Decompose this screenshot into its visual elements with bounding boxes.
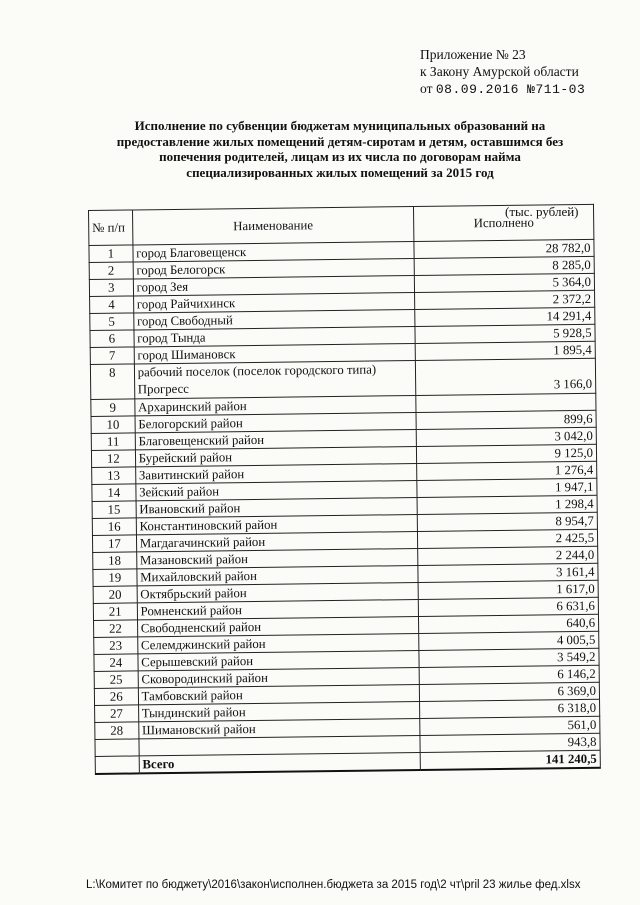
row-number: 14 (92, 484, 136, 502)
row-value: 2 244,0 (418, 546, 598, 565)
row-number: 17 (92, 535, 136, 553)
header-num: № п/п (89, 210, 133, 246)
row-name: Архаринский район (134, 396, 416, 416)
header-value: Исполнено (414, 204, 594, 241)
row-number: 3 (89, 279, 133, 297)
total-label: Всего (139, 752, 421, 773)
row-value: 3 161,4 (418, 563, 598, 582)
row-number: 1 (89, 245, 133, 263)
row-value: 640,6 (419, 614, 599, 633)
row-number: 4 (90, 296, 134, 314)
row-number: 13 (92, 467, 136, 485)
row-value: 3 549,2 (419, 648, 599, 667)
row-value: 5 364,0 (414, 273, 594, 292)
row-value: 14 291,4 (415, 307, 595, 326)
row-name: Тындинский район (138, 701, 420, 721)
file-path-footer: L:\Комитет по бюджету\2016\закон\исполнен.бюджета за 2015 год\2 чт\pril 23 жилье фед.xlsx (86, 879, 581, 891)
row-name: город Свободный (133, 310, 415, 330)
row-number: 15 (92, 501, 136, 519)
row-number: 23 (94, 637, 138, 655)
row-name: Селемджинский район (137, 633, 419, 653)
row-name: Бурейский район (135, 447, 417, 467)
row-name: Серышевский район (138, 650, 420, 670)
row-value (416, 393, 596, 412)
row-name: Ивановский район (136, 497, 418, 517)
header-name: Наименование (132, 207, 414, 245)
row-number: 21 (93, 603, 137, 621)
row-value: 4 005,5 (419, 631, 599, 650)
row-number: 9 (91, 399, 135, 417)
row-value: 899,6 (416, 410, 596, 429)
execution-table (88, 204, 601, 775)
units-label: (тыс. рублей) (505, 204, 579, 219)
total-num (95, 756, 139, 774)
row-number: 26 (94, 688, 138, 706)
row-name: Зейский район (136, 481, 418, 501)
row-number: 19 (93, 569, 137, 587)
row-value: 1 947,1 (417, 478, 597, 497)
row-name: Благовещенский район (135, 430, 417, 450)
row-number: 11 (91, 433, 135, 451)
row-number: 8 (90, 364, 134, 400)
row-value: 8 954,7 (417, 512, 597, 531)
date-number: 08.09.2016 №711-03 (435, 82, 586, 97)
row-number: 16 (92, 518, 136, 536)
row-value: 943,8 (420, 733, 600, 752)
row-name: Завитинский район (135, 464, 417, 484)
row-value: 3 166,0 (416, 358, 596, 395)
row-number: 22 (94, 620, 138, 638)
row-name: Шимановский район (138, 718, 420, 738)
row-name: Белогорский район (135, 413, 417, 433)
document-title: Исполнение по субвенции бюджетам муниципальных образований на предоставление жилых помещений детям-сиротам и детям, оставшимся без попечения родителей, лицам из их числа по договорам найма специализированных жилых помещений за 2015 год (116, 118, 564, 180)
row-number: 28 (95, 722, 139, 740)
row-number: 10 (91, 416, 135, 434)
row-name: Магдагачинский район (136, 531, 418, 551)
row-value: 28 782,0 (414, 239, 594, 258)
row-name: Ромненский район (137, 599, 419, 619)
law-date (420, 80, 630, 98)
row-name: город Шимановск (134, 344, 416, 364)
row-number: 2 (89, 262, 133, 280)
row-name: город Тында (134, 327, 416, 347)
row-name: Мазановский район (136, 548, 418, 568)
date-prefix: от (420, 81, 433, 96)
row-name: рабочий поселок (поселок городского типа) Прогресс (134, 361, 416, 399)
row-name: Константиновский район (136, 514, 418, 534)
row-value: 1 276,4 (417, 461, 597, 480)
row-number: 12 (91, 450, 135, 468)
row-number: 18 (93, 552, 137, 570)
row-number: 5 (90, 313, 134, 331)
row-name: Михайловский район (137, 565, 419, 585)
total-value: 141 240,5 (420, 750, 600, 770)
row-number: 20 (93, 586, 137, 604)
appendix-number: Приложение № 23 (420, 47, 526, 62)
row-number: 24 (94, 654, 138, 672)
row-value: 8 285,0 (414, 256, 594, 275)
row-number: 27 (95, 705, 139, 723)
law-reference: к Закону Амурской области (420, 64, 579, 79)
row-value: 1 617,0 (418, 580, 598, 599)
row-name: город Райчихинск (133, 293, 415, 313)
row-value: 2 425,5 (418, 529, 598, 548)
row-number: 25 (94, 671, 138, 689)
row-name: город Благовещенск (133, 242, 415, 262)
row-name: Октябрьский район (137, 582, 419, 602)
row-name: Тамбовский район (138, 684, 420, 704)
row-value: 561,0 (420, 716, 600, 735)
row-value: 9 125,0 (417, 444, 597, 463)
row-value: 6 369,0 (419, 682, 599, 701)
row-value: 6 146,2 (419, 665, 599, 684)
row-number: 7 (90, 347, 134, 365)
table-body (89, 239, 600, 774)
row-name: город Белогорск (133, 259, 415, 279)
row-value: 1 298,4 (417, 495, 597, 514)
row-value: 2 372,2 (415, 290, 595, 309)
row-value: 3 042,0 (416, 427, 596, 446)
row-value: 6 318,0 (420, 699, 600, 718)
row-number (95, 739, 139, 757)
row-name: Сковородинский район (138, 667, 420, 687)
appendix-header (420, 46, 630, 98)
row-value: 1 895,4 (415, 341, 595, 360)
row-value: 6 631,6 (418, 597, 598, 616)
row-value: 5 928,5 (415, 324, 595, 343)
row-name: город Зея (133, 276, 415, 296)
row-number: 6 (90, 330, 134, 348)
row-name: Свободненский район (137, 616, 419, 636)
